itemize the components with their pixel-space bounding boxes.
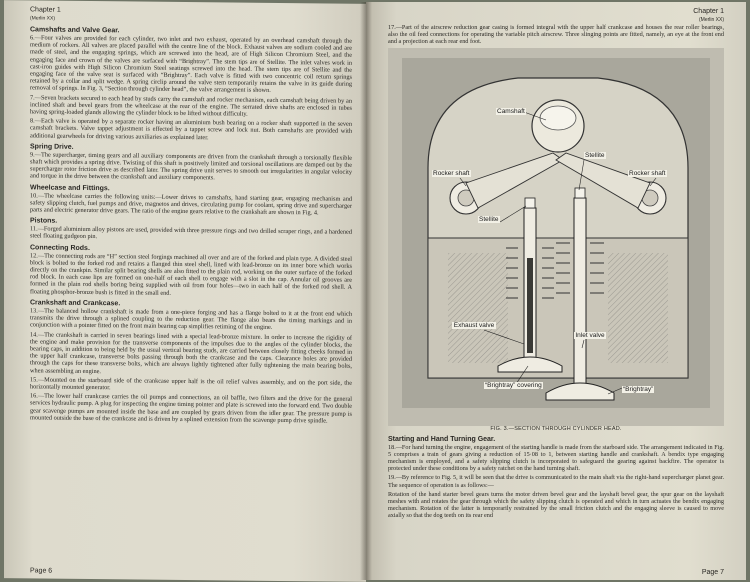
right-chapter-subtitle: (Merlin XX): [698, 17, 724, 23]
left-chapter-header: [30, 6, 352, 25]
para-9: 9.—The supercharger, timing gears and all auxiliary components are driven from the crankshaft through a torsionally flexible shaft which provides a spring drive. Twisting of this shaft is positively limited and torsional oscillations are damped out by the supercharger rotor friction drive as described later. The spring drive unit serves to smooth out irregularities in angular velocity and torque in the drive between the crankshaft and auxiliary components.: [30, 151, 352, 182]
para-11: 11.—Forged aluminium alloy pistons are used, provided with three pressure rings and two drilled scraper rings, and a hardened steel floating gudgeon pin.: [30, 225, 352, 241]
label-camshaft: Camshaft: [497, 107, 525, 115]
figure-cylinder-head-section: [388, 48, 724, 432]
left-page-number: Page 6: [30, 567, 53, 575]
heading-camshafts: Camshafts and Valve Gear.: [30, 26, 120, 35]
para-12: 12.—The connecting rods are “H” section steel forgings machined all over and are of the forked and plain type. A divided steel block is bolted to the forked rod and retains a flanged thin steel shell, lined with lead-bronze on its inner bore which works directly on the crankpin. Similar split bearing shells are also fitted to the plain rod, working on the outer surface of the forked rod block. In each case lips are formed on one-half of each shell to engage with a slot in the cap. Annular oil grooves are formed in the plain rod shells boring being supplied with oil from four holes—two in each half of the forked rod shell. A floating phosphor-bronze bush is fitted in the small end.: [30, 252, 352, 297]
para-17: 17.—Part of the airscrew reduction gear casing is formed integral with the upper half crankcase and houses the rear roller bearings, also the oil feed connections for operating the variable pitch airscrew. Three slinging points are fitted, namely, an eye at the front end and a projection at each rear end foot.: [388, 24, 724, 46]
label-brightray: “Brightray”: [623, 385, 654, 393]
heading-pistons: Pistons.: [30, 217, 58, 225]
para-19-continued: Rotation of the hand starter bevel gears turns the motor driven bevel gear and the layshaft bevel gear, the spur gear on the layshaft meshes with and rotates the gear through which the safety slipping clutch is operated and which in turn actuates the bendix engaging mechanism. Rotation of the latter is temporarily restrained by the small friction clutch and the engaging sleeve is caused to move axially so that the dog teeth on its rear end: [388, 490, 724, 520]
label-rocker-shaft-right: Rocker shaft: [629, 169, 666, 177]
para-8: 8.—Each valve is operated by a separate rocker having an aluminium bush bearing on a rocker shaft supported in the seven camshaft brackets. Valve tappet adjustment is effected by a tappet screw and lock nut. Both camshafts are provided with additional gearwheels for driving various auxiliaries as explained later.: [30, 117, 352, 141]
right-chapter-header: [388, 8, 724, 24]
label-exhaust-valve: Exhaust valve: [453, 321, 495, 329]
heading-spring-drive: Spring Drive.: [30, 143, 74, 151]
heading-connecting-rods: Connecting Rods.: [30, 244, 90, 252]
para-16: 16.—The lower half crankcase carries the oil pumps and connections, an oil baffle, two filters and the drive for the general services hydraulic pump. A plug for inspecting the engine timing pointer and plate is screwed into the forward end. Two double gear scavenge pumps are mounted inside the base and are coupled by gears driven from the idler gear. The pressure pump is mounted outside the base of the crankcase and is driven by a splined extension from the scavenge pump drive spindle.: [30, 392, 352, 425]
para-15: 15.—Mounted on the starboard side of the crankcase upper half is the oil relief valves assembly, and on the port side, the horizontally mounted generator.: [30, 376, 352, 392]
para-19: 19.—By reference to Fig. 5, it will be seen that the drive is communicated to the main shaft via the right-hand supercharger planet gear. The sequence of operation is as follows:—: [388, 474, 724, 489]
right-page-number: Page 7: [701, 569, 724, 576]
label-stellite-top: Stellite: [585, 151, 605, 159]
label-stellite-mid: Stellite: [479, 215, 499, 223]
heading-starting-gear: Starting and Hand Turning Gear.: [388, 435, 496, 443]
label-brightray-covering: “Brightray” covering: [485, 381, 542, 389]
label-rocker-shaft-left: Rocker shaft: [433, 169, 470, 177]
para-18: 18.—For hand turning the engine, engagement of the starting handle is made from the starboard side. The arrangement indicated in Fig. 5 comprises a train of gears giving a reduction of 15·08 to 1, between starting handle and crankshaft. A bendix type engaging mechanism is employed, and a safety slipping clutch is incorporated to safeguard the gearing against backfire. The operator is protected under these conditions by a safety ratchet on the hand turning shaft.: [388, 443, 724, 473]
left-page: [4, 0, 366, 582]
book-gutter: [360, 2, 372, 580]
para-10: 10.—The wheelcase carries the following units:—Lower drives to camshafts, hand starting gear, engaging mechanism and safety slipping clutch, fuel pumps and drive, magnetos and drives, circulating pump for coolant, spring drive and supercharger parts and electric generator drive gears. The ratio of the engine gears relative to the crankshaft are shown in Fig. 4.: [30, 192, 352, 217]
left-chapter-subtitle: (Merlin XX): [30, 15, 56, 22]
figure-caption: FIG. 3.—SECTION THROUGH CYLINDER HEAD.: [490, 425, 622, 432]
heading-crankshaft: Crankshaft and Crankcase.: [30, 299, 121, 308]
heading-wheelcase: Wheelcase and Fittings.: [30, 184, 110, 192]
open-book: [4, 2, 746, 580]
left-chapter-title: Chapter 1: [30, 6, 61, 14]
para-13: 13.—The balanced hollow crankshaft is made from a one-piece forging and has a flange bolted to it at the front end which transmits the drive through a splined coupling to the reduction gear. The flange also bears the timing markings and in conjunction with a pointer fitted on the front main bearing cap simplifies retiming of the engine.: [30, 307, 352, 332]
right-page: [366, 2, 746, 580]
para-6: 6.—Four valves are provided for each cylinder, two inlet and two exhaust, operated by an overhead camshaft through the medium of rockers. All valves are placed parallel with the centre line of the block. Exhaust valves are sodium cooled and are made of steel, and the engaging springs, which are screwed into the head, are of High Silicon Chromium Steel, and the engaging face and crown of the valves are surfaced with “Brightray”. The stem tips are of Stellite. The inlet valves work in cast-iron guides with High Silicon Chromium Steel seatings screwed into the head. The stem tips are of Stellite and the engaging face of the valve seat is surfaced with “Brightray”. Each valve is fitted with two concentric coil return springs retained by a collar and split wedge. A spring circlip around the valve stem temporarily retains the valve in its guide during removal of springs. In Fig. 3, “Section through cylinder head”, the valve arrangement is shown.: [30, 34, 352, 95]
right-chapter-title: Chapter 1: [693, 8, 724, 15]
cylinder-head-drawing: [388, 48, 724, 426]
para-7: 7.—Seven brackets secured to each head by studs carry the camshaft and rocker mechanism, each camshaft being driven by an inclined shaft and bevel gears from the wheelcase at the rear of the engine. The serrated drive shafts are enclosed in tubes having spring-loaded glands allowing the cylinder block to be lifted without difficulty.: [30, 94, 352, 118]
label-inlet-valve: Inlet valve: [575, 331, 605, 339]
para-14: 14.—The crankshaft is carried in seven bearings lined with a special lead-bronze mixture. In order to increase the rigidity of the engine and make provision for the transverse components of the impulses due to the angles of the cylinder blocks, the bearing caps, in addition to being held by the usual vertical bearing studs, are carried between closely fitting cheeks formed in the upper half crankcase, transverse bolts passing through both the crankcase and the caps. Clearance holes are provided through the caps for these transverse bolts, which are always lightly tightened after fully tightening the main bearing bolts, when assembling an engine.: [30, 330, 352, 375]
